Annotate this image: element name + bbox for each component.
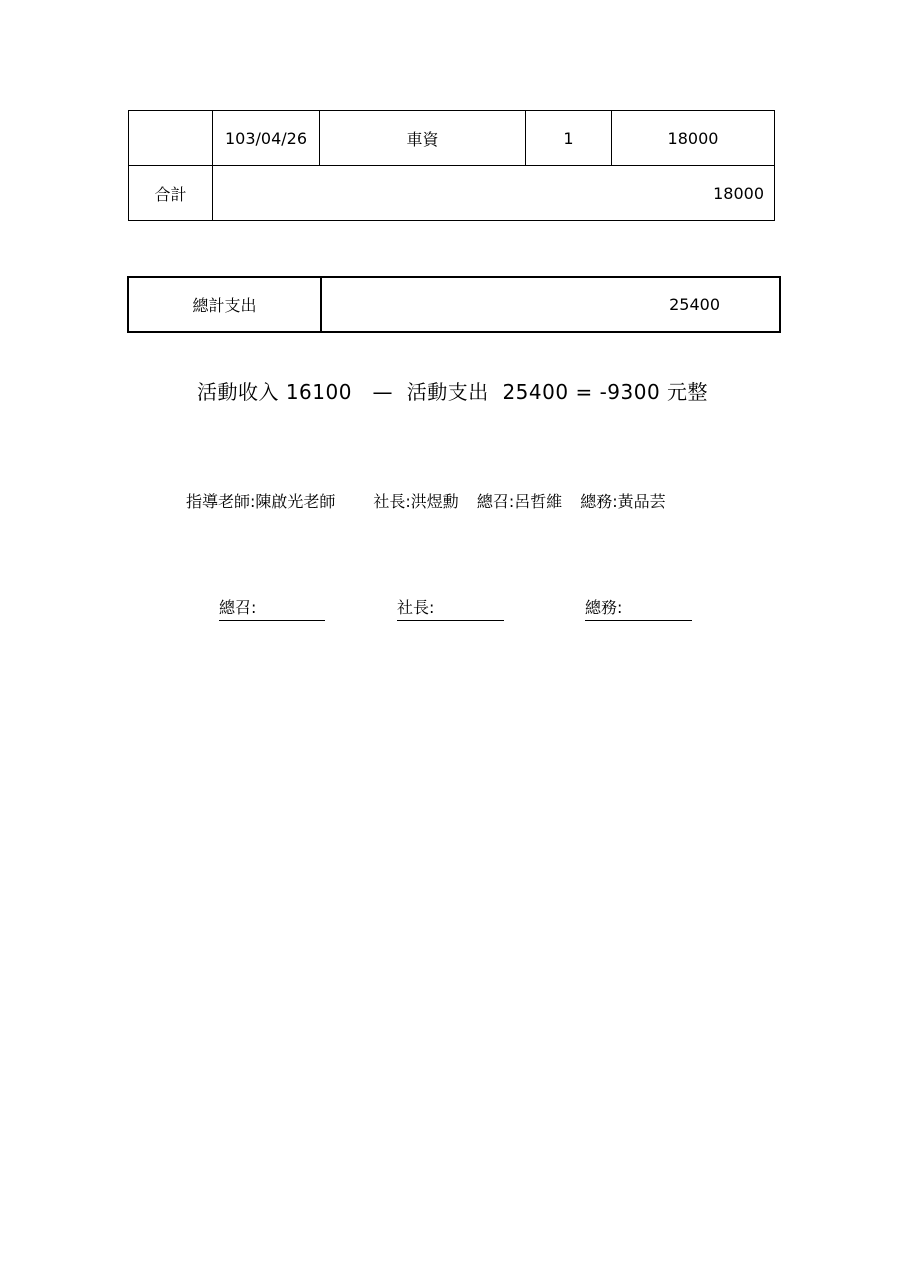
expense-label: 活動支出 [406, 380, 489, 404]
income-expense-summary [0, 376, 905, 405]
convener-text: 總召:呂哲維 [476, 492, 563, 511]
row-index-cell [129, 111, 213, 166]
total-label-cell: 合計 [129, 166, 213, 221]
table-row [129, 111, 775, 166]
total-value-cell: 18000 [213, 166, 775, 221]
grand-total-label: 總計支出 [128, 277, 321, 332]
president-signature-line [397, 598, 504, 621]
president-signature-label: 社長: [397, 598, 435, 617]
general-affairs-text: 總務:黃品芸 [580, 492, 666, 511]
quantity-cell: 1 [526, 111, 612, 166]
expense-value: 25400 [502, 380, 569, 404]
general-affairs-signature-label: 總務: [585, 598, 623, 617]
grand-total-row [128, 277, 780, 332]
income-label: 活動收入 [196, 380, 279, 404]
expense-table [128, 110, 775, 221]
grand-total-value: 25400 [321, 277, 780, 332]
convener-signature-line [219, 598, 325, 621]
minus-dash: — [372, 380, 394, 404]
grand-total-table [127, 276, 781, 333]
equals-sign: = [575, 380, 593, 404]
result-suffix: 元整 [667, 380, 709, 404]
staff-line [186, 489, 666, 512]
convener-signature-label: 總召: [219, 598, 257, 617]
item-cell: 車資 [320, 111, 526, 166]
amount-cell: 18000 [612, 111, 775, 166]
income-value: 16100 [285, 380, 352, 404]
total-row [129, 166, 775, 221]
result-value: -9300 [599, 380, 661, 404]
date-cell: 103/04/26 [213, 111, 320, 166]
advisor-text: 指導老師:陳啟光老師 [186, 492, 336, 511]
general-affairs-signature-line [585, 598, 692, 621]
president-text: 社長:洪煜勳 [373, 492, 459, 511]
